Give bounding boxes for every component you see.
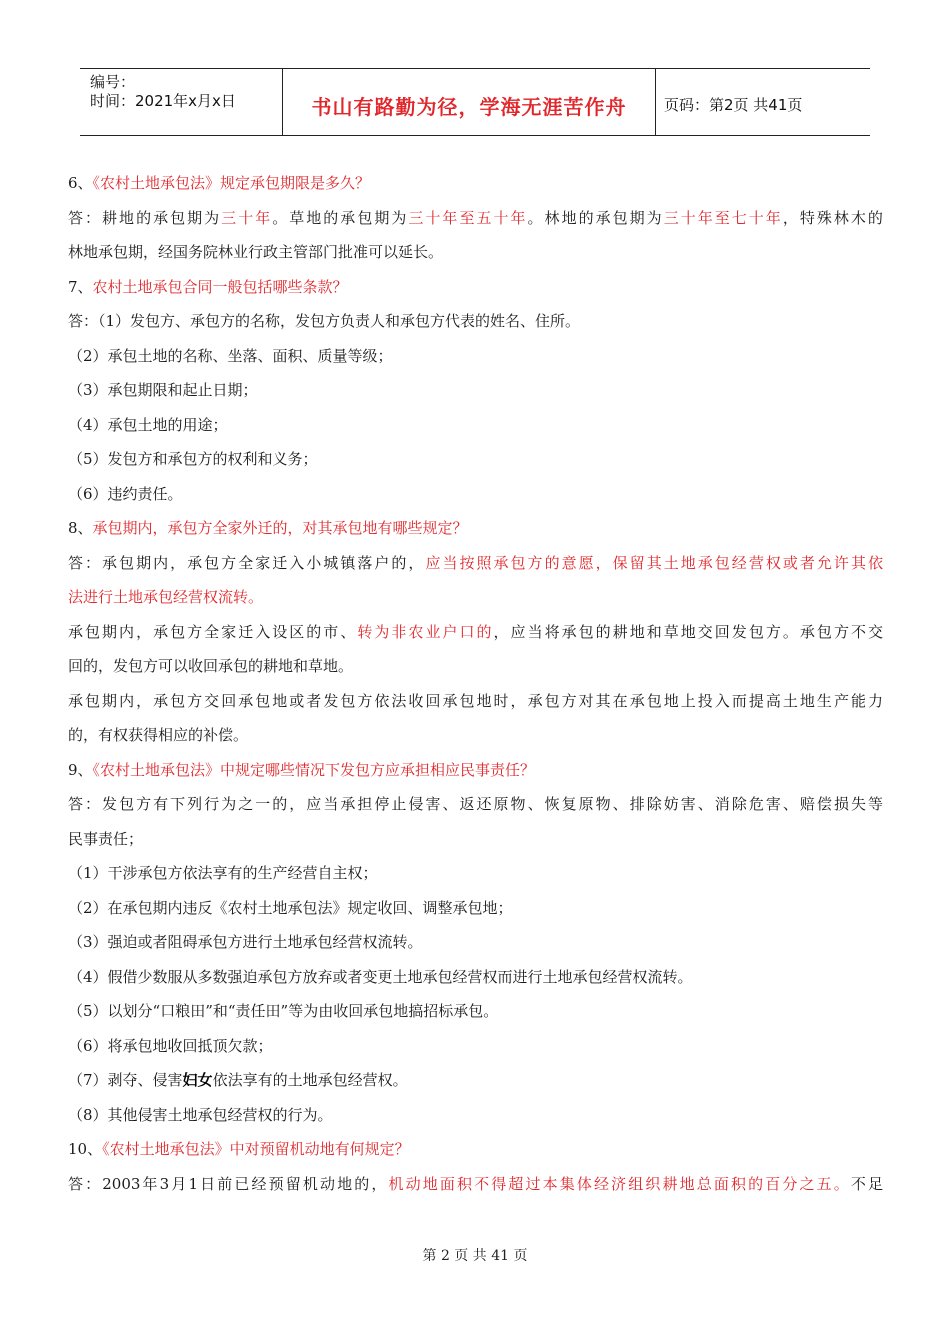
text-segment: （8）其他侵害土地承包经营权的行为。 — [68, 1105, 333, 1124]
highlighted-text: 农村土地承包合同一般包括哪些条款？ — [92, 277, 348, 296]
text-line — [68, 546, 883, 581]
highlighted-text: 《农村土地承包法》规定承包期限是多久？ — [92, 174, 371, 192]
bold-text: 妇女 — [182, 1071, 213, 1089]
text-line — [68, 615, 883, 650]
text-segment: 回的，发包方可以收回承包的耕地和草地。 — [68, 657, 354, 675]
text-segment: 承包期内，承包方全家迁入设区的市、 — [68, 622, 358, 641]
text-line — [68, 580, 883, 615]
text-line — [68, 201, 883, 236]
highlighted-text: 机动地面积不得超过本集体经济组织耕地总面积的百分之五。 — [388, 1174, 851, 1193]
text-line — [68, 235, 883, 270]
text-segment: （5）以划分“口粮田”和“责任田”等为由收回承包地搞招标承包。 — [68, 1002, 499, 1020]
document-body — [68, 166, 883, 1201]
text-segment: ，特殊林木的 — [782, 208, 883, 227]
highlighted-text: 《农村土地承包法》中对预留机动地有何规定？ — [102, 1140, 410, 1158]
text-segment: （1）干涉承包方依法享有的生产经营自主权； — [68, 864, 378, 882]
text-segment: （2）承包土地的名称、坐落、面积、质量等级； — [68, 346, 393, 365]
text-segment: 8、 — [68, 519, 93, 537]
text-segment: 答：2003年3月1日前已经预留机动地的， — [68, 1174, 389, 1193]
text-segment: 承包期内，承包方交回承包地或者发包方依法收回承包地时，承包方对其在承包地上投入而提高土地生产能力 — [68, 691, 883, 710]
text-line — [68, 511, 883, 546]
header-motto-cell — [282, 69, 656, 135]
text-line — [68, 1132, 883, 1167]
text-segment: 林地承包期，经国务院林业行政主管部门批准可以延长。 — [68, 243, 444, 261]
text-line — [68, 994, 883, 1029]
text-line — [68, 684, 883, 719]
motto: 书山有路勤为径，学海无涯苦作舟 — [311, 94, 627, 119]
number-label: 编号： — [90, 73, 136, 91]
text-line — [68, 925, 883, 960]
highlighted-text: 承包期内，承包方全家外迁的，对其承包地有哪些规定？ — [92, 519, 468, 537]
text-segment: 不足 — [850, 1174, 883, 1193]
text-segment: （3）承包期限和起止日期； — [68, 381, 258, 399]
text-line — [68, 270, 883, 305]
text-segment: ，应当将承包的耕地和草地交回发包方。承包方不交 — [493, 622, 883, 641]
text-segment: 的，有权获得相应的补偿。 — [68, 726, 249, 744]
header-meta — [80, 69, 282, 135]
text-segment: 答：耕地的承包期为 — [68, 208, 222, 227]
text-segment: 9、 — [68, 760, 93, 779]
highlighted-text: 三十年至五十年 — [408, 208, 528, 227]
highlighted-text: 应当按照承包方的意愿，保留其土地承包经营权或者允许其依 — [425, 553, 883, 572]
text-segment: 答：（1）发包方、承包方的名称，发包方负责人和承包方代表的姓名、住所。 — [68, 312, 581, 330]
text-line — [68, 649, 883, 684]
text-segment: （7）剥夺、侵害 — [68, 1071, 183, 1089]
text-segment: 民事责任； — [68, 829, 144, 848]
highlighted-text: 三十年至七十年 — [663, 208, 783, 227]
text-line — [68, 304, 883, 339]
highlighted-text: 《农村土地承包法》中规定哪些情况下发包方应承担相应民事责任？ — [92, 760, 536, 779]
text-line — [68, 753, 883, 788]
text-line — [68, 1098, 883, 1133]
text-line — [68, 787, 883, 822]
text-line — [68, 1063, 883, 1098]
text-line — [68, 442, 883, 477]
highlighted-text: 法进行土地承包经营权流转。 — [68, 588, 264, 606]
text-segment: （4）假借少数服从多数强迫承包方放弃或者变更土地承包经营权而进行土地承包经营权流转。 — [68, 967, 693, 986]
text-line — [68, 373, 883, 408]
text-line — [68, 166, 883, 201]
text-segment: （4）承包土地的用途； — [68, 415, 228, 434]
text-segment: 。林地的承包期为 — [527, 208, 664, 227]
text-segment: （2）在承包期内违反《农村土地承包法》规定收回、调整承包地； — [68, 898, 513, 917]
text-line — [68, 822, 883, 857]
text-line — [68, 718, 883, 753]
page-footer: 第 2 页 共 41 页 — [422, 1248, 528, 1264]
page-header — [80, 68, 870, 136]
text-segment: 6、 — [68, 174, 93, 192]
text-segment: 7、 — [68, 277, 93, 296]
text-segment: （6）违约责任。 — [68, 484, 183, 503]
text-line — [68, 856, 883, 891]
time-label: 时间：2021年x月x日 — [90, 92, 236, 110]
text-segment: （6）将承包地收回抵顶欠款； — [68, 1036, 273, 1055]
text-line — [68, 960, 883, 995]
page-info: 页码：第2页 共41页 — [664, 95, 803, 114]
text-line — [68, 1029, 883, 1064]
text-segment: 。草地的承包期为 — [272, 208, 409, 227]
text-segment: 答：发包方有下列行为之一的，应当承担停止侵害、返还原物、恢复原物、排除妨害、消除危害、赔偿损失等 — [68, 795, 883, 813]
header-page-info-cell — [656, 69, 870, 135]
text-segment: （3）强迫或者阻碍承包方进行土地承包经营权流转。 — [68, 933, 423, 951]
highlighted-text: 转为非农业户口的 — [357, 622, 494, 641]
text-line — [68, 891, 883, 926]
text-line — [68, 1167, 883, 1202]
text-segment: 依法享有的土地承包经营权。 — [212, 1071, 408, 1089]
highlighted-text: 三十年 — [221, 208, 273, 227]
text-segment: （5）发包方和承包方的权利和义务； — [68, 450, 318, 468]
text-line — [68, 339, 883, 374]
text-segment: 答：承包期内，承包方全家迁入小城镇落户的， — [68, 553, 426, 572]
text-line — [68, 477, 883, 512]
text-line — [68, 408, 883, 443]
text-segment: 10、 — [68, 1140, 103, 1158]
